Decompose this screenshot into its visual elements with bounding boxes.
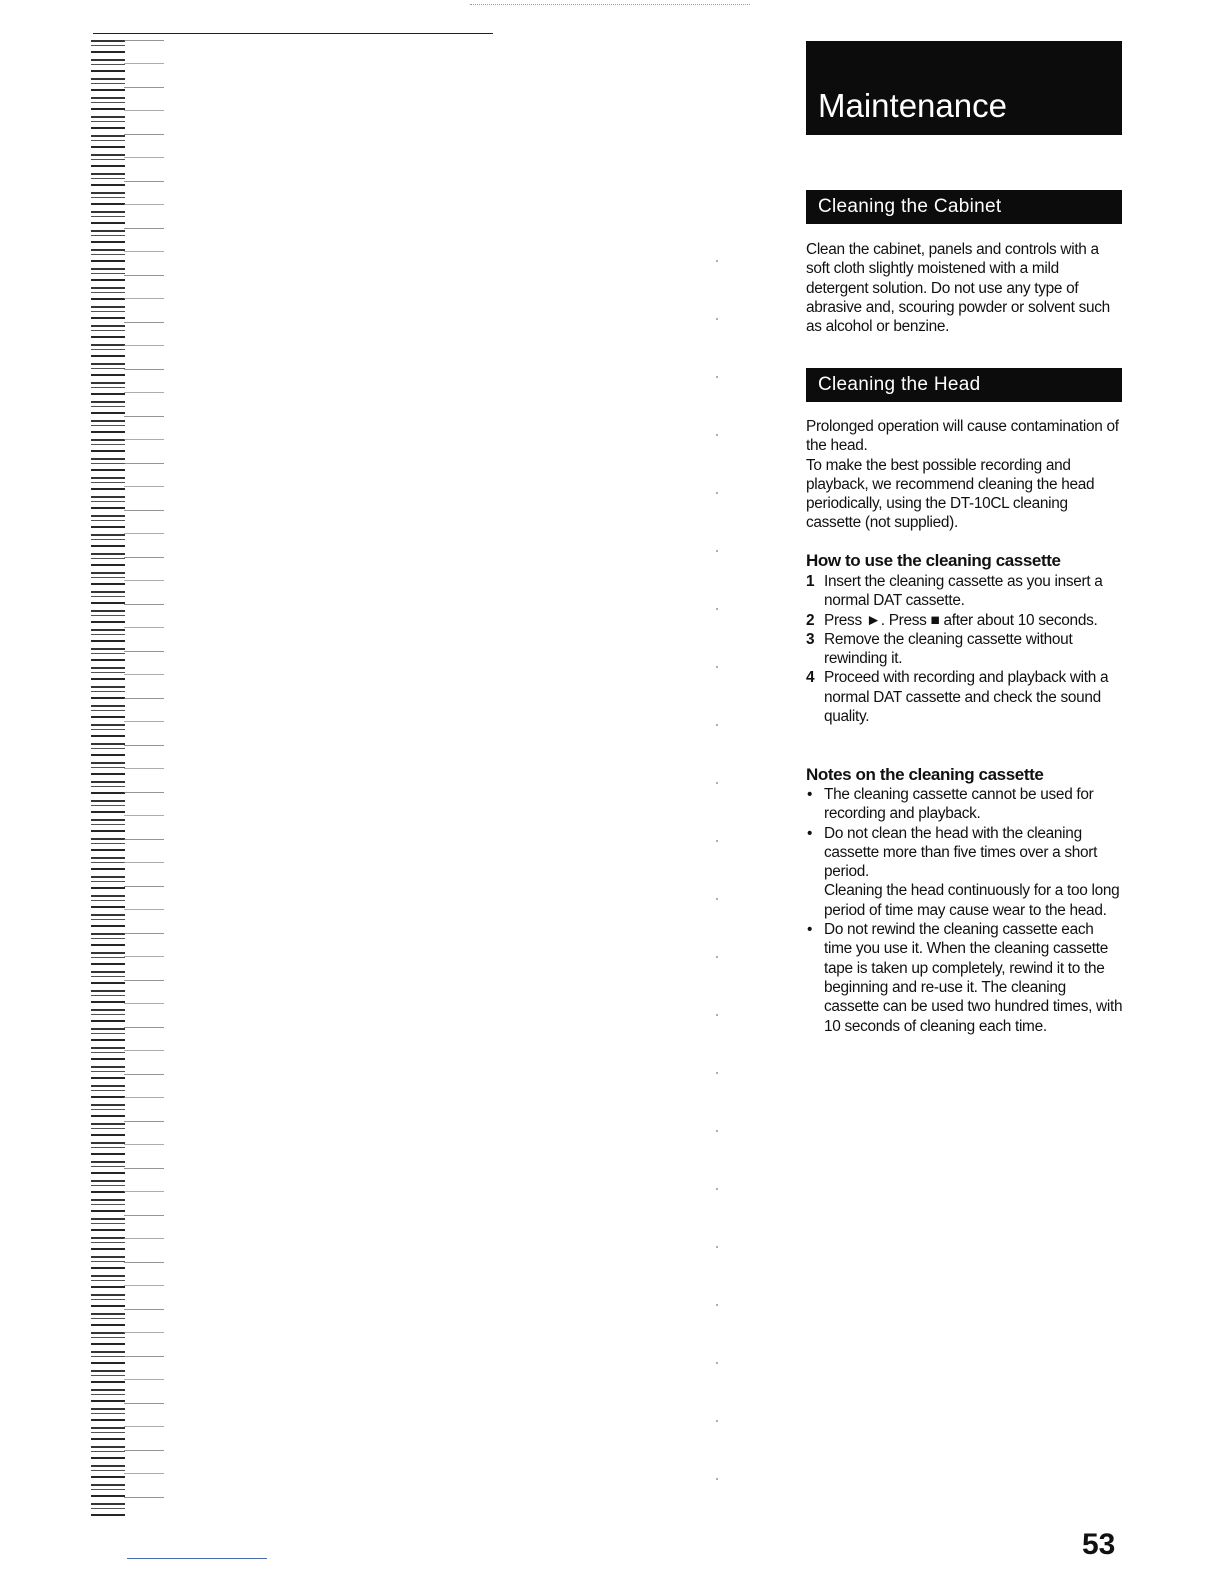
notes-heading: Notes on the cleaning cassette [806,765,1044,784]
step-number: 2 [806,611,815,629]
binding-edge-artifact-faint [124,40,164,1520]
title-bar [806,41,1122,135]
cabinet-body [806,240,1124,336]
head-body [806,417,1124,533]
page-title: Maintenance [818,87,1007,124]
note-item [806,824,1124,920]
notes-list [806,785,1124,1036]
cabinet-paragraph: Clean the cabinet, panels and controls with a soft cloth slightly moistened with a mild detergent solution. Do not use any type of abrasive and, scouring powder or solvent such as alcohol or benzine. [806,241,1110,336]
how-to-heading: How to use the cleaning cassette [806,551,1061,570]
note-item [806,920,1124,1036]
section-bar-cabinet [806,190,1122,224]
section-bar-head [806,368,1122,402]
top-rule [93,33,493,34]
section-heading-head: Cleaning the Head [818,374,981,395]
step-text: Press ►. Press ■ after about 10 seconds. [824,611,1098,629]
step-item [806,611,1124,630]
note-text: Do not clean the head with the cleaning cassette more than five times over a short period. [824,824,1098,881]
note-text: The cleaning cassette cannot be used for recording and playback. [824,786,1094,823]
bottom-rule [127,1558,267,1559]
scan-dots [716,260,718,1510]
head-paragraph-1: Prolonged operation will cause contamination of the head. [806,418,1119,455]
note-item [806,785,1124,824]
step-text: Remove the cleaning cassette without rewinding it. [824,630,1073,668]
how-to-steps [806,572,1124,726]
section-heading-cabinet: Cleaning the Cabinet [818,196,1002,217]
note-extra-text: Cleaning the head continuously for a too long period of time may cause wear to the head. [824,882,1120,919]
page-number: 53 [1082,1528,1116,1561]
step-text: Proceed with recording and playback with a normal DAT cassette and check the sound quality. [824,669,1109,726]
step-number: 1 [806,573,815,590]
step-number: 4 [806,669,815,687]
step-text: Insert the cleaning cassette as you insert a normal DAT cassette. [824,573,1103,610]
bullet-icon: • [807,921,813,939]
bullet-icon: • [807,824,813,842]
head-paragraph-2: To make the best possible recording and playback, we recommend cleaning the head periodically, using the DT-10CL cleaning cassette (not supplied). [806,456,1095,532]
bullet-icon: • [807,786,813,803]
step-item [806,630,1124,669]
note-text: Do not rewind the cleaning cassette each time you use it. When the cleaning cassette tape is taken up completely, rewind it to the beginning and re-use it. The cleaning cassette can be used two hundred times, with 10 seconds of cleaning each time. [824,921,1123,1035]
step-number: 3 [806,630,815,648]
scan-artifact-top [470,4,750,5]
binding-edge-artifact [91,40,125,1520]
step-item [806,572,1124,611]
step-item [806,668,1124,726]
